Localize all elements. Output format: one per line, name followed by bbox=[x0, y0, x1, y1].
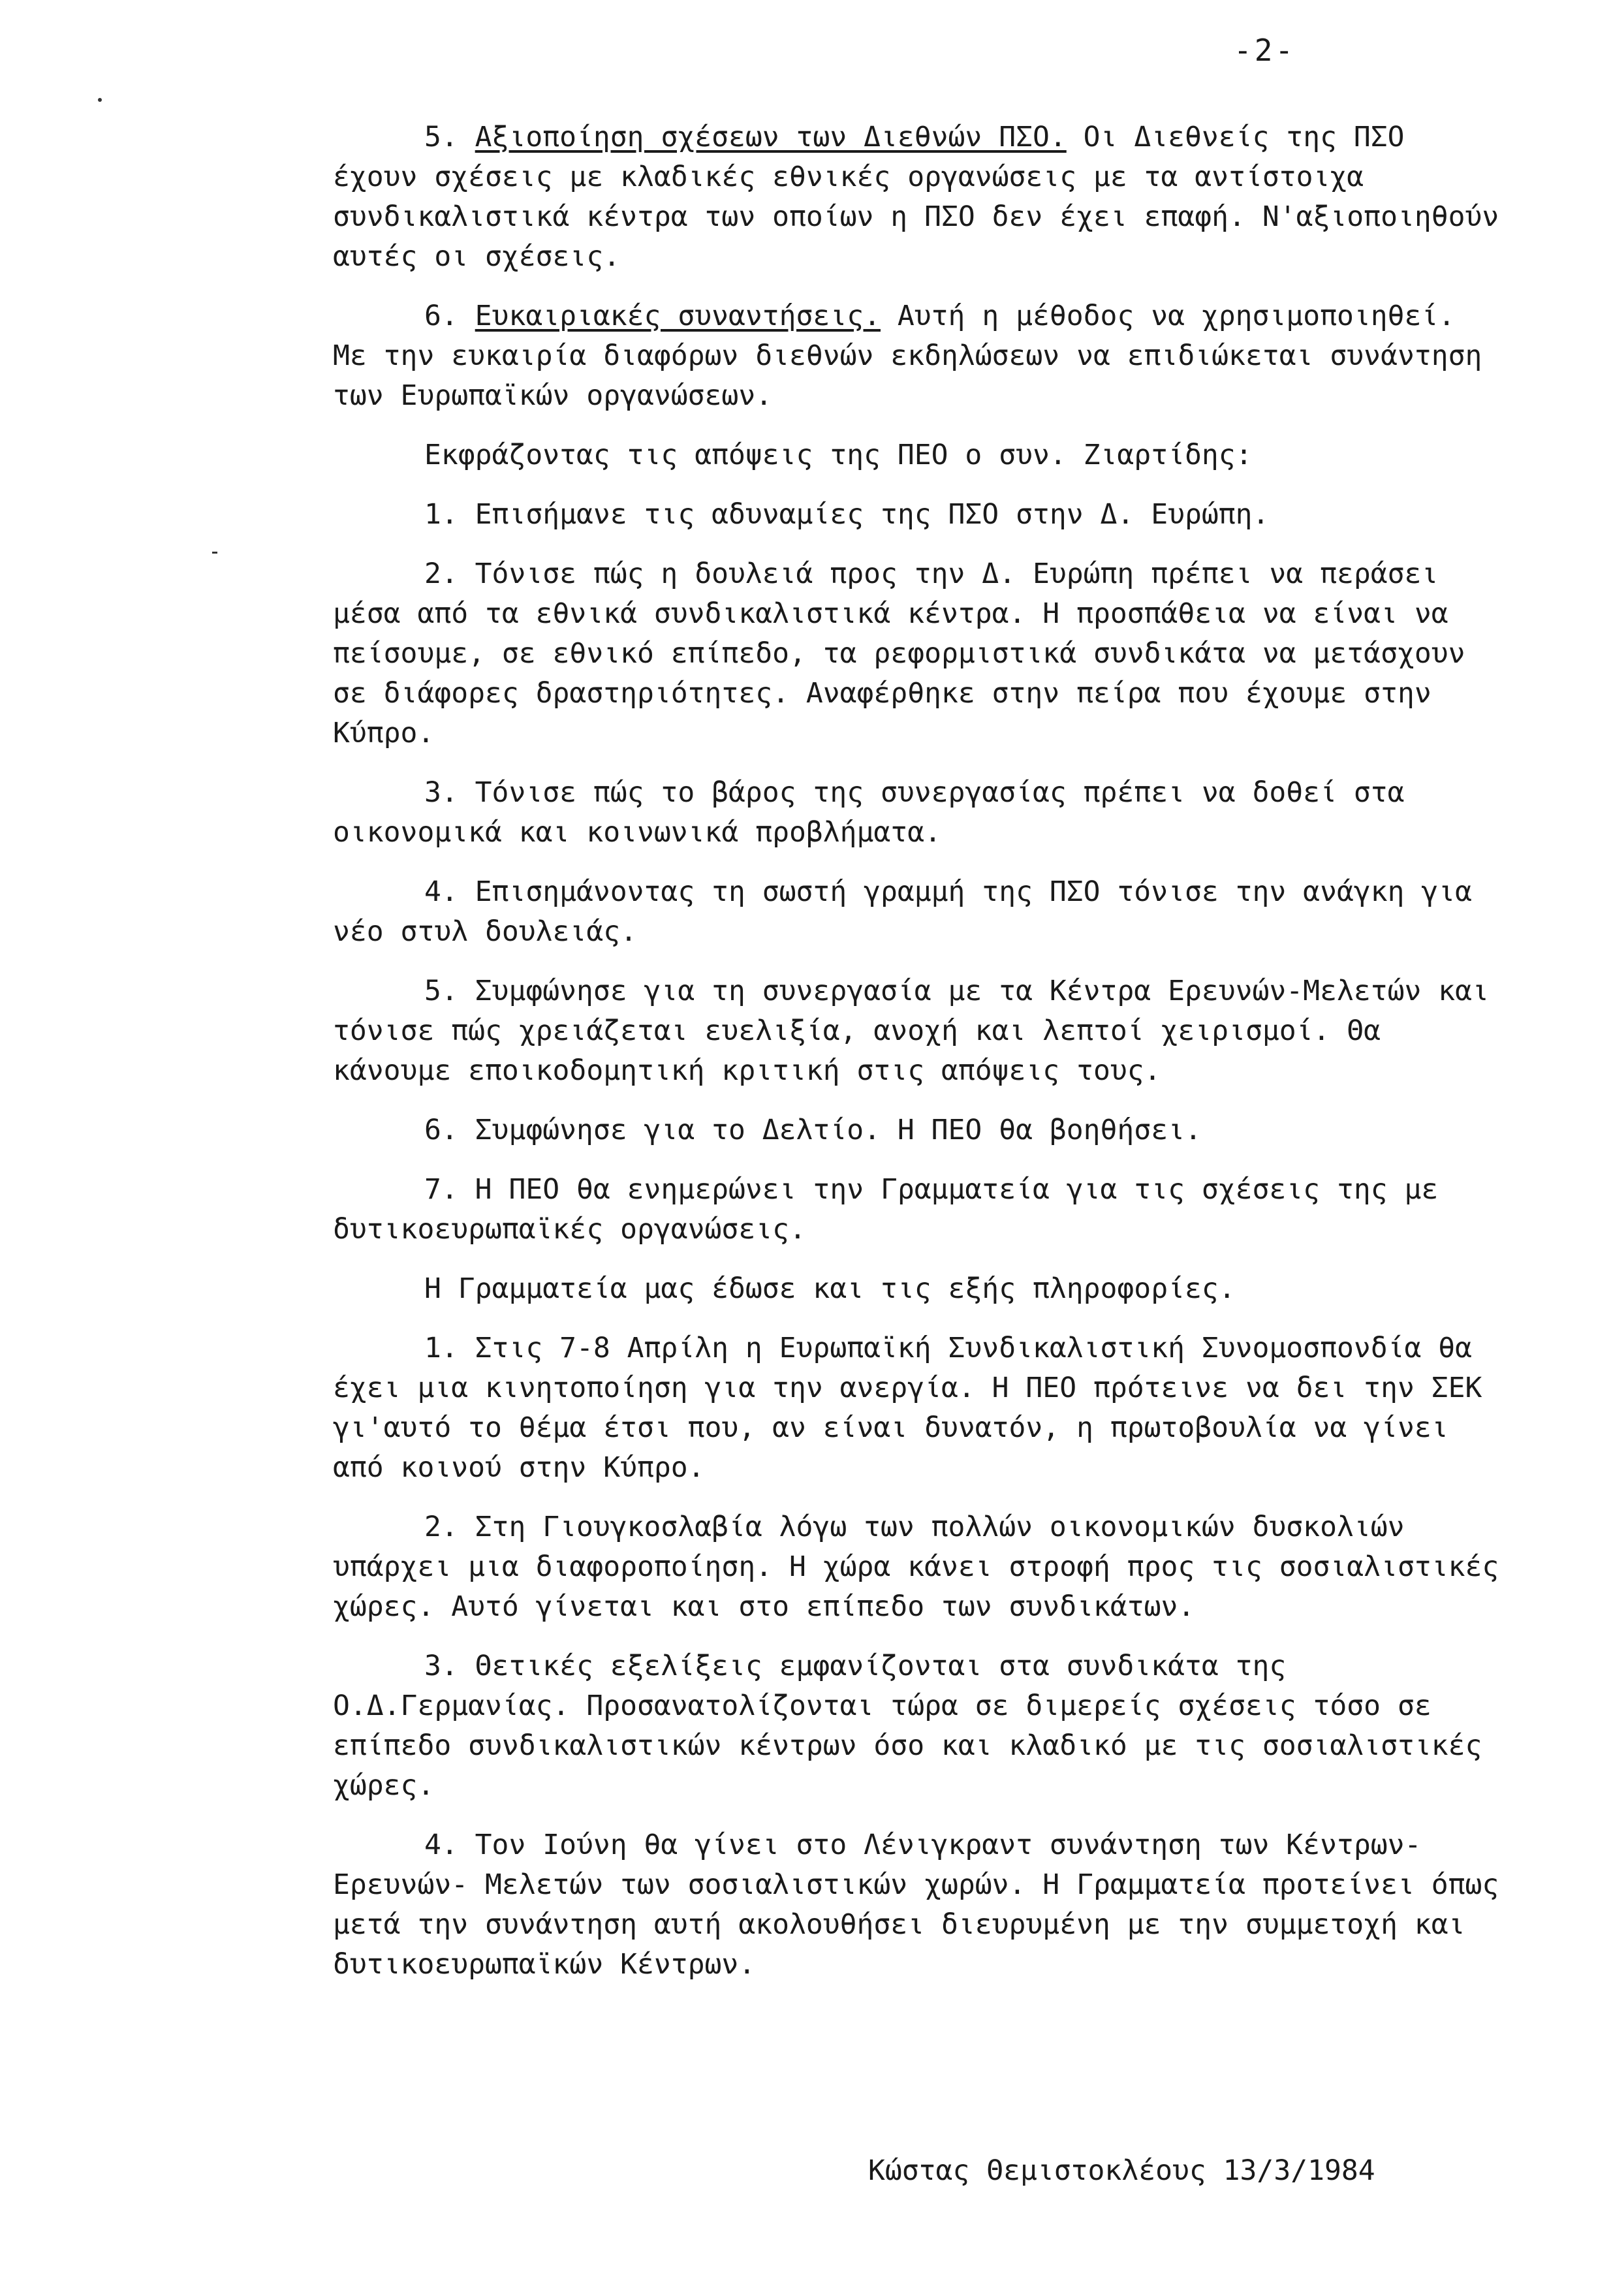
scan-speck bbox=[212, 552, 217, 554]
peo-point-4: 4. Επισημάνοντας τη σωστή γραμμή της ΠΣΟ τόνισε την ανάγκη για νέο στυλ δουλειάς. bbox=[333, 875, 1489, 948]
peo-intro: Εκφράζοντας τις απόψεις της ΠΕΟ ο συν. Ζιαρτίδης: bbox=[424, 439, 1253, 471]
peo-point-5: 5. Συμφώνησε για τη συνεργασία με τα Κέντρα Ερευνών-Μελετών και τόνισε πώς χρειάζεται ευελιξία, ανοχή και λεπτοί χειρισμοί. Θα κάνουμε εποικοδομητική κριτική στις απόψεις τους. bbox=[333, 975, 1506, 1087]
peo-point-7: 7. Η ΠΕΟ θα ενημερώνει την Γραμματεία για τις σχέσεις της με δυτικοευρωπαϊκές οργανώσεις. bbox=[333, 1173, 1456, 1246]
peo-point-2: 2. Τόνισε πώς η δουλειά προς την Δ. Ευρώπη πρέπει να περάσει μέσα από τα εθνικά συνδικαλιστικά κέντρα. Η προσπάθεια να είναι να πείσουμε, σε εθνικό επίπεδο, τα ρεφορμιστικά συνδικάτα να μετάσχουν σε διάφορες δραστηριότητες. Αναφέρθηκε στην πείρα που έχουμε στην Κύπρο. bbox=[333, 558, 1482, 749]
signature-line: Κώστας Θεμιστοκλέους 13/3/1984 bbox=[868, 2154, 1375, 2187]
item-heading: Αξιοποίηση σχέσεων των Διεθνών ΠΣΟ. bbox=[475, 121, 1067, 153]
document-body bbox=[333, 118, 1516, 2004]
peo-point-3: 3. Τόνισε πώς το βάρος της συνεργασίας πρέπει να δοθεί στα οικονομικά και κοινωνικά προβλήματα. bbox=[333, 776, 1422, 849]
page-number: -2- bbox=[1234, 33, 1296, 68]
peo-point-6: 6. Συμφώνησε για το Δελτίο. Η ΠΕΟ θα βοηθήσει. bbox=[424, 1114, 1202, 1146]
item-heading: Ευκαιριακές συναντήσεις. bbox=[475, 300, 881, 332]
scan-speck bbox=[98, 98, 102, 102]
secretariat-point-2: 2. Στη Γιουγκοσλαβία λόγω των πολλών οικονομικών δυσκολιών υπάρχει μια διαφοροποίηση. Η χώρα κάνει στροφή προς τις σοσιαλιστικές χώρες. Αυτό γίνεται και στο επίπεδο των συνδικάτων. bbox=[333, 1511, 1516, 1623]
paragraph-item-6 bbox=[333, 296, 1501, 416]
paragraph-item-5 bbox=[333, 118, 1516, 277]
secretariat-point-1: 1. Στις 7-8 Απρίλη η Ευρωπαϊκή Συνδικαλιστική Συνομοσπονδία θα έχει μια κινητοποίηση για την ανεργία. Η ΠΕΟ πρότεινε να δει την ΣΕΚ γι'αυτό το θέμα έτσι που, αν είναι δυνατόν, η πρωτοβουλία να γίνει από κοινού στην Κύπρο. bbox=[333, 1332, 1499, 1484]
secretariat-point-4: 4. Τον Ιούνη θα γίνει στο Λένιγκραντ συνάντηση των Κέντρων-Ερευνών- Μελετών των σοσιαλιστικών χωρών. Η Γραμματεία προτείνει όπως μετά την συνάντηση αυτή ακολουθήσει διευρυμένη με την συμμετοχή και δυτικοευρωπαϊκών Κέντρων. bbox=[333, 1829, 1516, 1981]
item-text: Αυτή η μέθοδος να χρησιμοποιηθεί. Με την ευκαιρία διαφόρων διεθνών εκδηλώσεων να επιδιώκεται συνάντηση των Ευρωπαϊκών οργανώσεων. bbox=[333, 300, 1499, 412]
secretariat-intro: Η Γραμματεία μας έδωσε και τις εξής πληροφορίες. bbox=[424, 1272, 1236, 1305]
secretariat-point-3: 3. Θετικές εξελίξεις εμφανίζονται στα συνδικάτα της Ο.Δ.Γερμανίας. Προσανατολίζονται τώρα σε διμερείς σχέσεις τόσο σε επίπεδο συνδικαλιστικών κέντρων όσο και κλαδικό με τις σοσιαλιστικές χώρες. bbox=[333, 1650, 1499, 1802]
item-number: 5. bbox=[424, 121, 458, 153]
peo-point-1: 1. Επισήμανε τις αδυναμίες της ΠΣΟ στην Δ. Ευρώπη. bbox=[424, 498, 1270, 531]
item-text: Οι Διεθνείς της ΠΣΟ έχουν σχέσεις με κλαδικές εθνικές οργανώσεις με τα αντίστοιχα συνδικαλιστικά κέντρα των οποίων η ΠΣΟ δεν έχει επαφή. Ν'αξιοποιηθούν αυτές οι σχέσεις. bbox=[333, 121, 1516, 273]
item-number: 6. bbox=[424, 300, 458, 332]
